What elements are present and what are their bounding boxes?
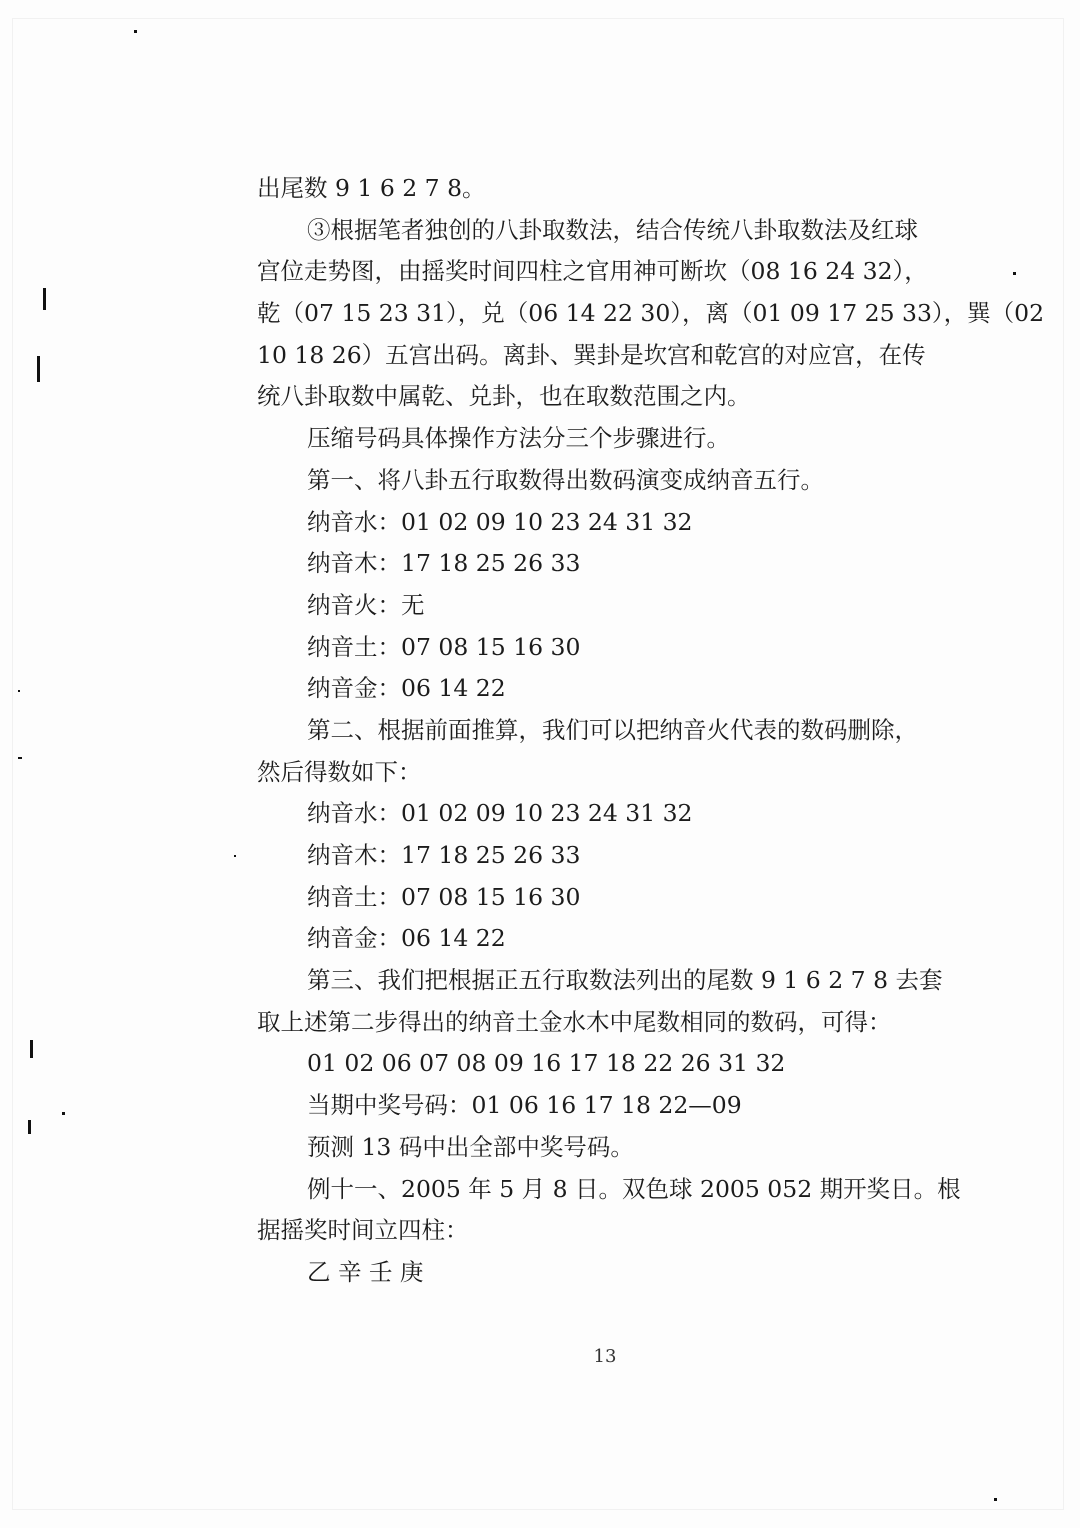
body-text xyxy=(257,168,1045,1294)
scan-speck xyxy=(18,690,20,692)
text-line: 取上述第二步得出的纳音土金水木中尾数相同的数码，可得： xyxy=(257,1007,892,1036)
text-line: 压缩号码具体操作方法分三个步骤进行。 xyxy=(307,424,730,453)
scan-speck xyxy=(134,30,137,33)
text-line: 纳音火：无 xyxy=(307,590,425,619)
scan-speck xyxy=(30,1040,33,1058)
text-line: 纳音木：17 18 25 26 33 xyxy=(307,549,581,578)
text-line: 纳音土：07 08 15 16 30 xyxy=(307,632,581,661)
text-line: 纳音土：07 08 15 16 30 xyxy=(307,882,581,911)
text-line: 乙 辛 壬 庚 xyxy=(307,1257,424,1286)
text-line: 01 02 06 07 08 09 16 17 18 22 26 31 32 xyxy=(307,1049,786,1078)
scan-speck xyxy=(62,1112,65,1115)
text-line: 纳音水：01 02 09 10 23 24 31 32 xyxy=(307,507,693,536)
text-line: 第三、我们把根据正五行取数法列出的尾数 9 1 6 2 7 8 去套 xyxy=(307,966,943,995)
scan-speck xyxy=(37,356,40,382)
text-line: 纳音金：06 14 22 xyxy=(307,674,506,703)
text-line: 出尾数 9 1 6 2 7 8。 xyxy=(257,174,486,202)
text-line: 预测 13 码中出全部中奖号码。 xyxy=(307,1132,634,1161)
text-line: 纳音金：06 14 22 xyxy=(307,924,506,953)
text-line: 10 18 26）五宫出码。离卦、巽卦是坎宫和乾宫的对应宫，在传 xyxy=(257,340,926,369)
text-line: ③根据笔者独创的八卦取数法，结合传统八卦取数法及红球 xyxy=(307,215,918,244)
text-line: 宫位走势图，由摇奖时间四柱之官用神可断坎（08 16 24 32）， xyxy=(257,257,928,286)
text-line: 纳音水：01 02 09 10 23 24 31 32 xyxy=(307,799,693,828)
text-line: 乾（07 15 23 31），兑（06 14 22 30），离（01 09 17 25 33），巽（02 xyxy=(257,299,1045,328)
text-line: 据摇奖时间立四柱： xyxy=(257,1216,469,1245)
text-line: 纳音木：17 18 25 26 33 xyxy=(307,841,581,869)
page-number: 13 xyxy=(593,1346,617,1367)
scan-speck xyxy=(18,757,22,759)
text-line: 统八卦取数中属乾、兑卦，也在取数范围之内。 xyxy=(257,382,751,411)
scan-speck xyxy=(43,288,46,310)
scan-speck xyxy=(1013,272,1016,275)
scan-speck xyxy=(28,1120,31,1134)
text-line: 当期中奖号码：01 06 16 17 18 22—09 xyxy=(307,1091,742,1120)
text-line: 例十一、2005 年 5 月 8 日。双色球 2005 052 期开奖日。根 xyxy=(307,1174,961,1203)
scan-speck xyxy=(994,1498,997,1501)
text-line: 第二、根据前面推算，我们可以把纳音火代表的数码删除， xyxy=(307,715,918,744)
text-line: 第一、将八卦五行取数得出数码演变成纳音五行。 xyxy=(307,465,824,494)
text-line: 然后得数如下： xyxy=(257,757,422,786)
scan-speck xyxy=(234,855,236,857)
